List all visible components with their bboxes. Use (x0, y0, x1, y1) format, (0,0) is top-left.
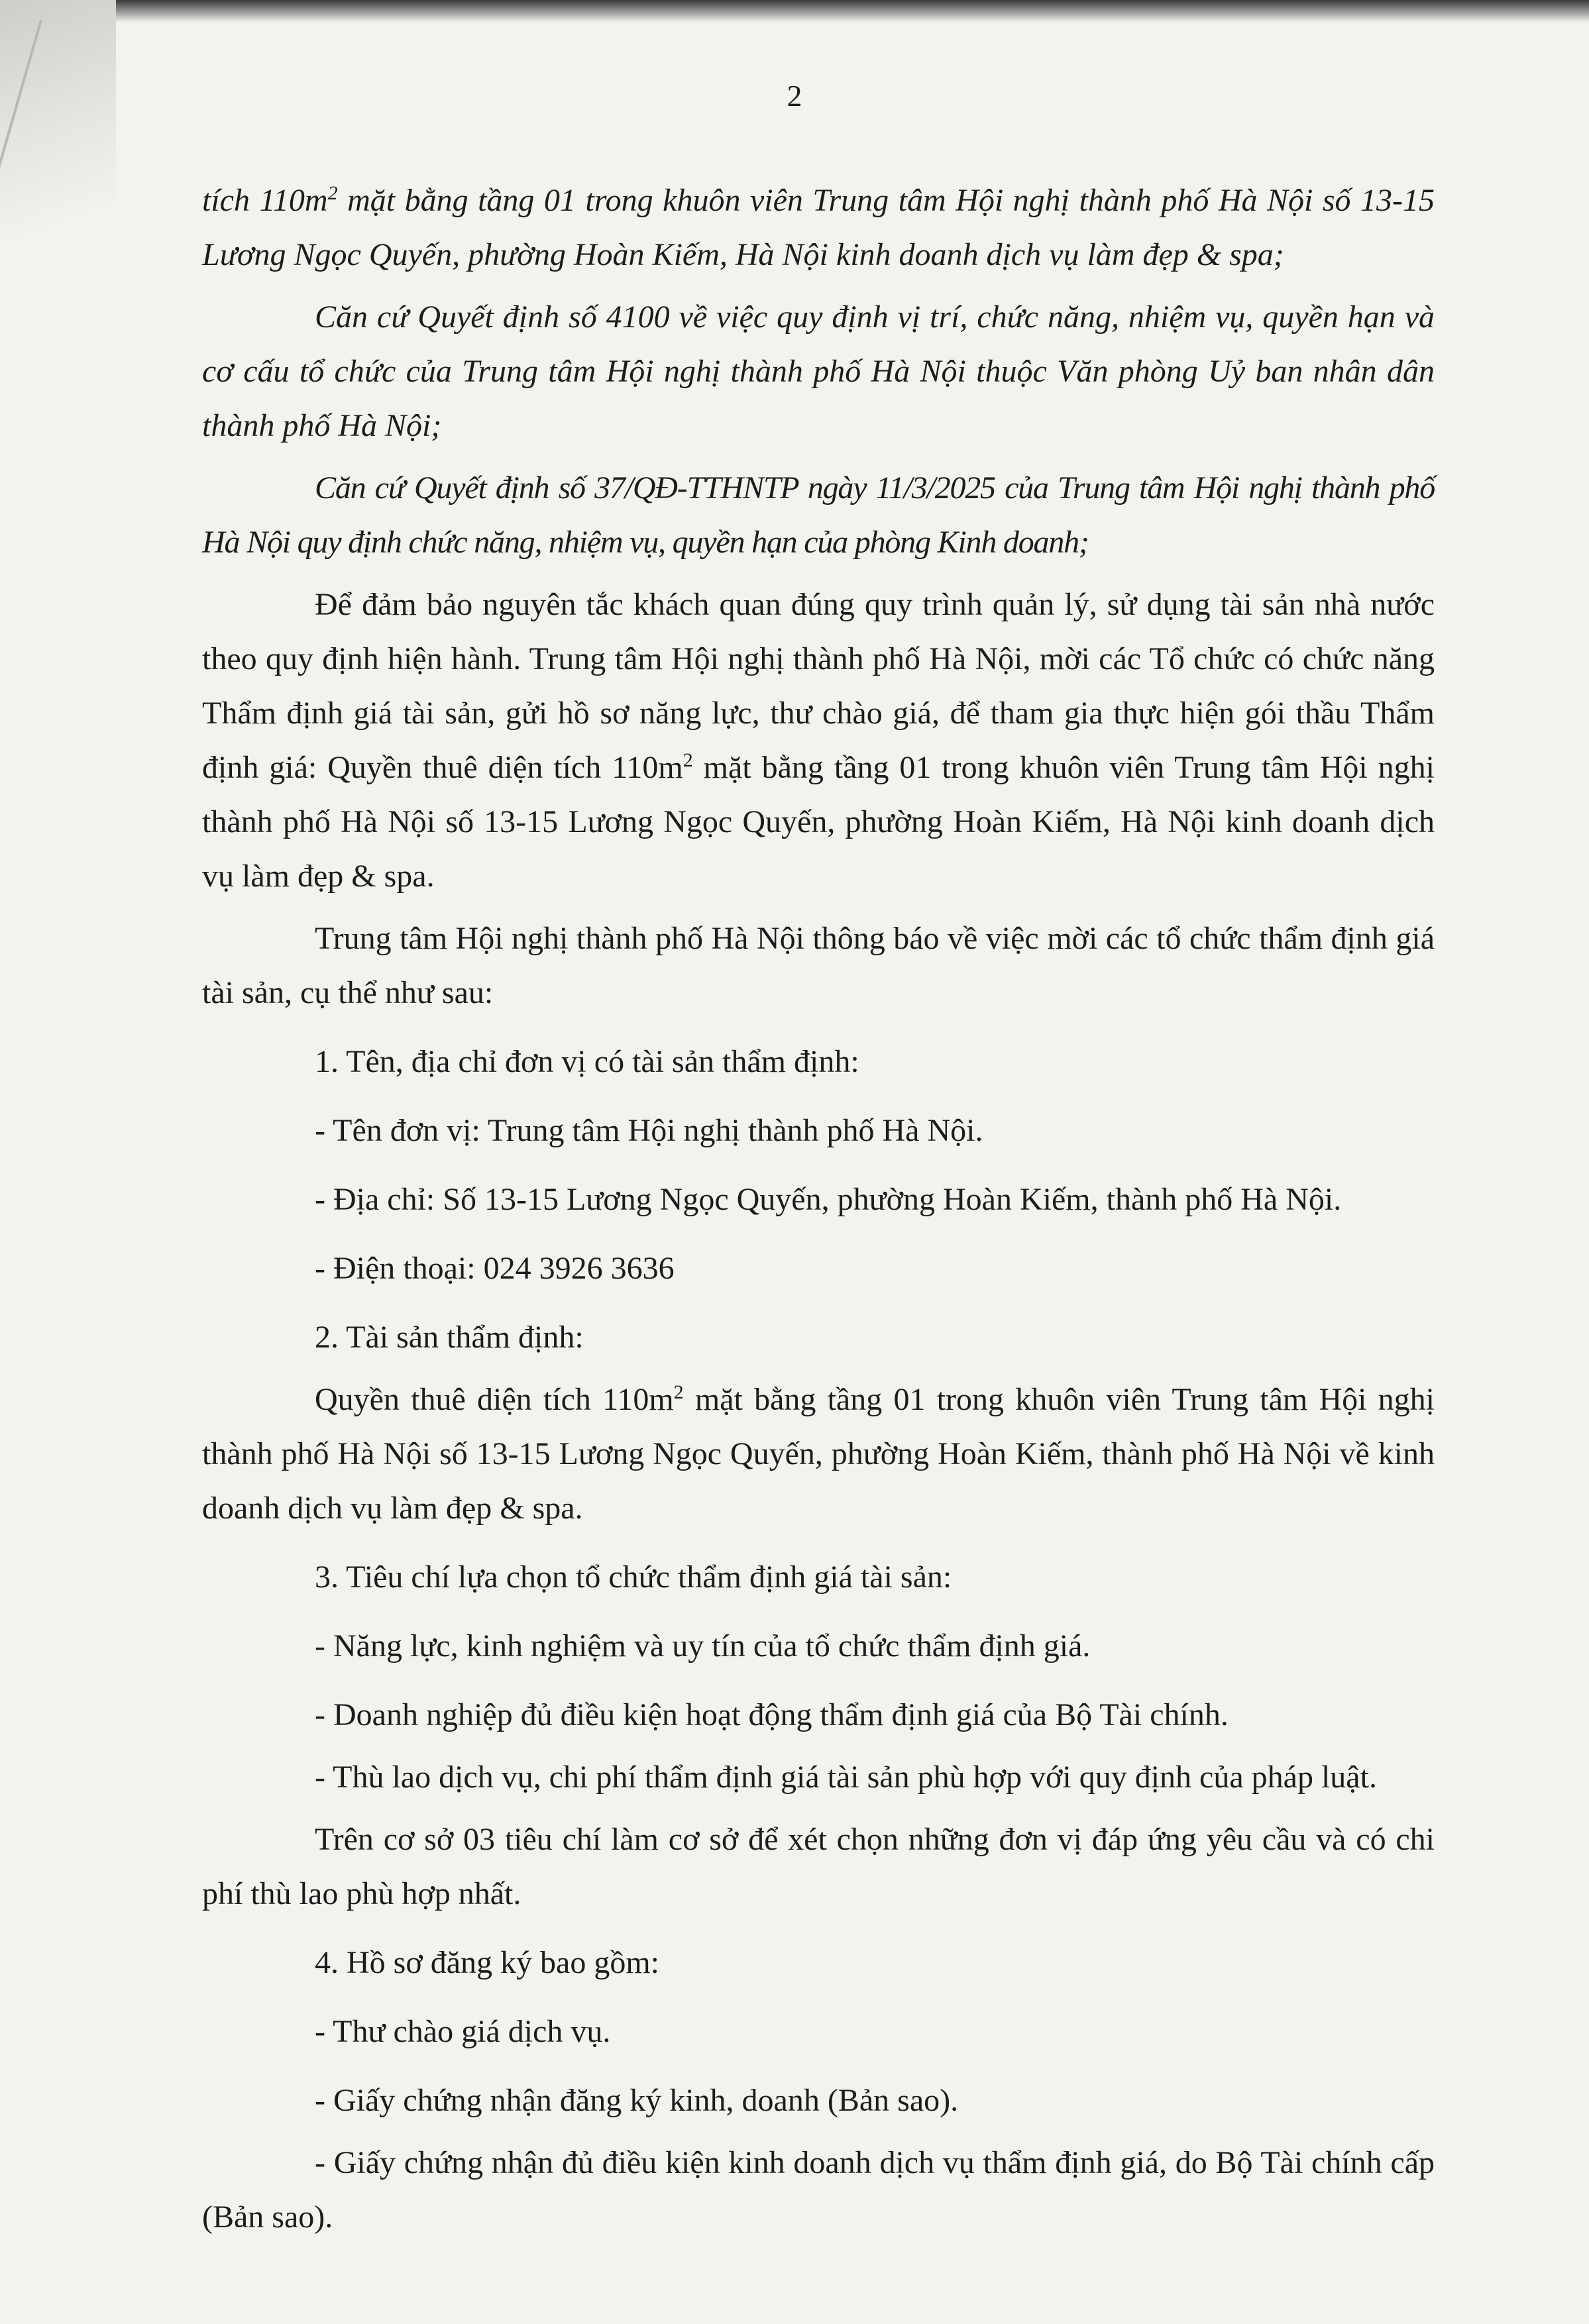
list-item-criteria-capacity: - Năng lực, kinh nghiệm và uy tín của tổ chức thẩm định giá. (315, 1628, 1091, 1664)
list-item-quotation: - Thư chào giá dịch vụ. (315, 2014, 611, 2049)
list-item-unit-name: - Tên đơn vị: Trung tâm Hội nghị thành phố Hà Nội. (315, 1113, 983, 1148)
list-item-appraisal-certificate: - Giấy chứng nhận đủ điều kiện kinh doanh dịch vụ thẩm định giá, do Bộ Tài chính cấp (Bản sao). (202, 2145, 1435, 2235)
paragraph-announcement: Trung tâm Hội nghị thành phố Hà Nội thông báo về việc mời các tổ chức thẩm định giá tài sản, cụ thể như sau: (202, 921, 1435, 1010)
section-heading-1: 1. Tên, địa chỉ đơn vị có tài sản thẩm định: (315, 1044, 859, 1079)
list-item-criteria-fee: - Thù lao dịch vụ, chi phí thẩm định giá tài sản phù hợp với quy định của pháp luật. (315, 1760, 1377, 1795)
list-item-business-registration: - Giấy chứng nhận đăng ký kinh, doanh (Bản sao). (315, 2083, 959, 2118)
paragraph-legal-basis-4100: Căn cứ Quyết định số 4100 về việc quy định vị trí, chức năng, nhiệm vụ, quyền hạn và cơ cấu tổ chức của Trung tâm Hội nghị thành phố Hà Nội thuộc Văn phòng Uỷ ban nhân dân thành phố Hà Nội; (202, 299, 1435, 443)
section-heading-4: 4. Hồ sơ đăng ký bao gồm: (315, 1945, 660, 1980)
list-item-address: - Địa chỉ: Số 13-15 Lương Ngọc Quyến, phường Hoàn Kiếm, thành phố Hà Nội. (315, 1182, 1342, 1217)
paragraph-text: tích 110m (202, 183, 328, 218)
superscript-2: 2 (673, 1381, 684, 1403)
paragraph-criteria-summary: Trên cơ sở 03 tiêu chí làm cơ sở để xét chọn những đơn vị đáp ứng yêu cầu và có chi phí thù lao phù hợp nhất. (202, 1822, 1435, 1911)
document-body (202, 174, 1435, 2245)
list-item-phone: - Điện thoại: 024 3926 3636 (315, 1251, 675, 1286)
section-heading-3: 3. Tiêu chí lựa chọn tổ chức thẩm định giá tài sản: (315, 1559, 952, 1595)
scan-shadow-edge (0, 0, 116, 291)
paragraph-text: Để đảm bảo nguyên tắc khách quan đúng quy trình quản lý, sử dụng tài sản nhà nước theo quy định hiện hành. Trung tâm Hội nghị thành phố Hà Nội, mời các Tổ chức có chức năng Thẩm định giá tài sản, gửi hồ sơ năng lực, thư chào giá, để tham gia thực hiện gói thầu Thẩm định giá: Quyền thuê diện tích 110m (202, 587, 1435, 785)
paragraph-area-continuation (202, 174, 1435, 282)
page-number: 2 (787, 79, 802, 113)
superscript-2: 2 (327, 182, 338, 204)
paragraph-text: mặt bằng tầng 01 trong khuôn viên Trung tâm Hội nghị thành phố Hà Nội số 13-15 Lương Ngọc Quyến, phường Hoàn Kiếm, Hà Nội kinh doanh dịch vụ làm đẹp & spa. (202, 750, 1435, 894)
paragraph-text: mặt bằng tầng 01 trong khuôn viên Trung tâm Hội nghị thành phố Hà Nội số 13-15 Lương Ngọc Quyến, phường Hoàn Kiếm, thành phố Hà Nội về kinh doanh dịch vụ làm đẹp & spa. (202, 1382, 1435, 1526)
list-item-criteria-eligibility: - Doanh nghiệp đủ điều kiện hoạt động thẩm định giá của Bộ Tài chính. (315, 1697, 1229, 1732)
paragraph-asset (202, 1373, 1435, 1536)
paragraph-text: mặt bằng tầng 01 trong khuôn viên Trung tâm Hội nghị thành phố Hà Nội số 13-15 Lương Ngọc Quyến, phường Hoàn Kiếm, Hà Nội kinh doanh dịch vụ làm đẹp & spa; (202, 183, 1435, 272)
superscript-2: 2 (683, 749, 693, 771)
paragraph-purpose (202, 578, 1435, 904)
paragraph-legal-basis-37: Căn cứ Quyết định số 37/QĐ-TTHNTP ngày 11/3/2025 của Trung tâm Hội nghị thành phố Hà Nội quy định chức năng, nhiệm vụ, quyền hạn của phòng Kinh doanh; (202, 470, 1435, 560)
paragraph-text: Quyền thuê diện tích 110m (315, 1382, 674, 1417)
section-heading-2: 2. Tài sản thẩm định: (315, 1320, 584, 1355)
scan-shadow-top (0, 0, 1589, 23)
